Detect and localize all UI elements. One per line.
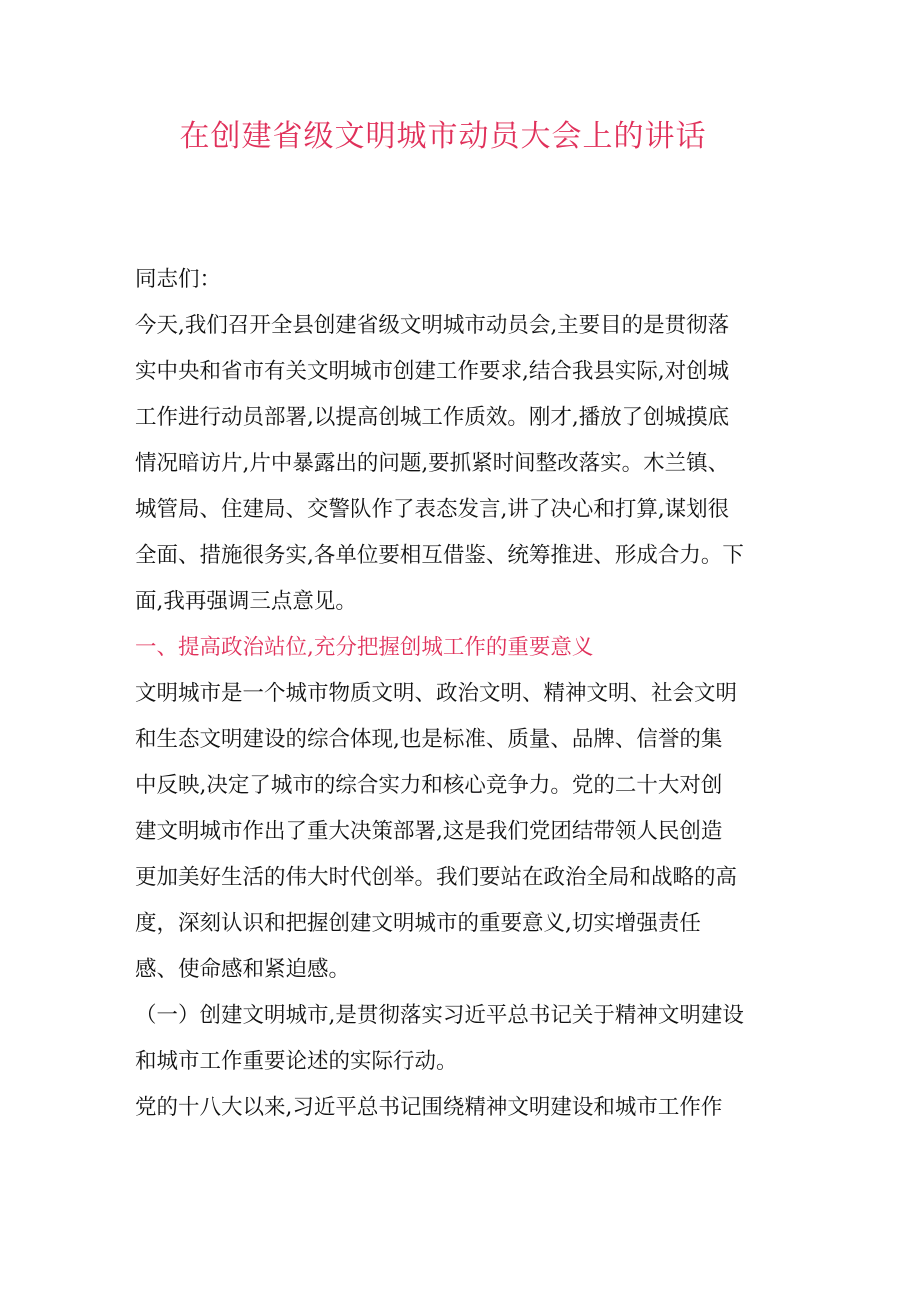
subsection-heading: （一）创建文明城市,是贯彻落实习近平总书记关于精神文明建设	[135, 1003, 744, 1028]
paragraph-line: 和生态文明建设的综合体现,也是标准、质量、品牌、信誉的集	[135, 727, 723, 752]
paragraph-line: 和城市工作重要论述的实际行动。	[135, 1049, 458, 1074]
document-body	[135, 257, 795, 1131]
section-heading: 一、提高政治站位,充分把握创城工作的重要意义	[135, 635, 594, 660]
paragraph-line: 度，深刻认识和把握创建文明城市的重要意义,切实增强责任	[135, 911, 701, 936]
paragraph-line: 今天,我们召开全县创建省级文明城市动员会,主要目的是贯彻落	[135, 313, 730, 338]
paragraph-line: 文明城市是一个城市物质文明、政治文明、精神文明、社会文明	[135, 681, 738, 706]
salutation: 同志们：	[135, 267, 222, 292]
paragraph-line: 实中央和省市有关文明城市创建工作要求,结合我县实际,对创城	[135, 359, 730, 384]
paragraph-line: 面,我再强调三点意见。	[135, 589, 357, 614]
document-title: 在创建省级文明城市动员大会上的讲话	[179, 119, 707, 154]
paragraph-line: 建文明城市作出了重大决策部署,这是我们党团结带领人民创造	[135, 819, 723, 844]
paragraph-line: 全面、措施很务实,各单位要相互借鉴、统筹推进、形成合力。下	[135, 543, 744, 568]
paragraph-line: 中反映,决定了城市的综合实力和核心竞争力。党的二十大对创	[135, 773, 723, 798]
paragraph-line: 更加美好生活的伟大时代创举。我们要站在政治全局和战略的高	[135, 865, 738, 890]
paragraph-line: 党的十八大以来,习近平总书记围绕精神文明建设和城市工作作	[135, 1095, 723, 1120]
paragraph-line: 情况暗访片,片中暴露出的问题,要抓紧时间整改落实。木兰镇、	[135, 451, 730, 476]
paragraph-line: 城管局、住建局、交警队作了表态发言,讲了决心和打算,谋划很	[135, 497, 730, 522]
paragraph-line: 感、使命感和紧迫感。	[135, 957, 351, 982]
paragraph-line: 工作进行动员部署,以提高创城工作质效。刚才,播放了创城摸底	[135, 405, 730, 430]
